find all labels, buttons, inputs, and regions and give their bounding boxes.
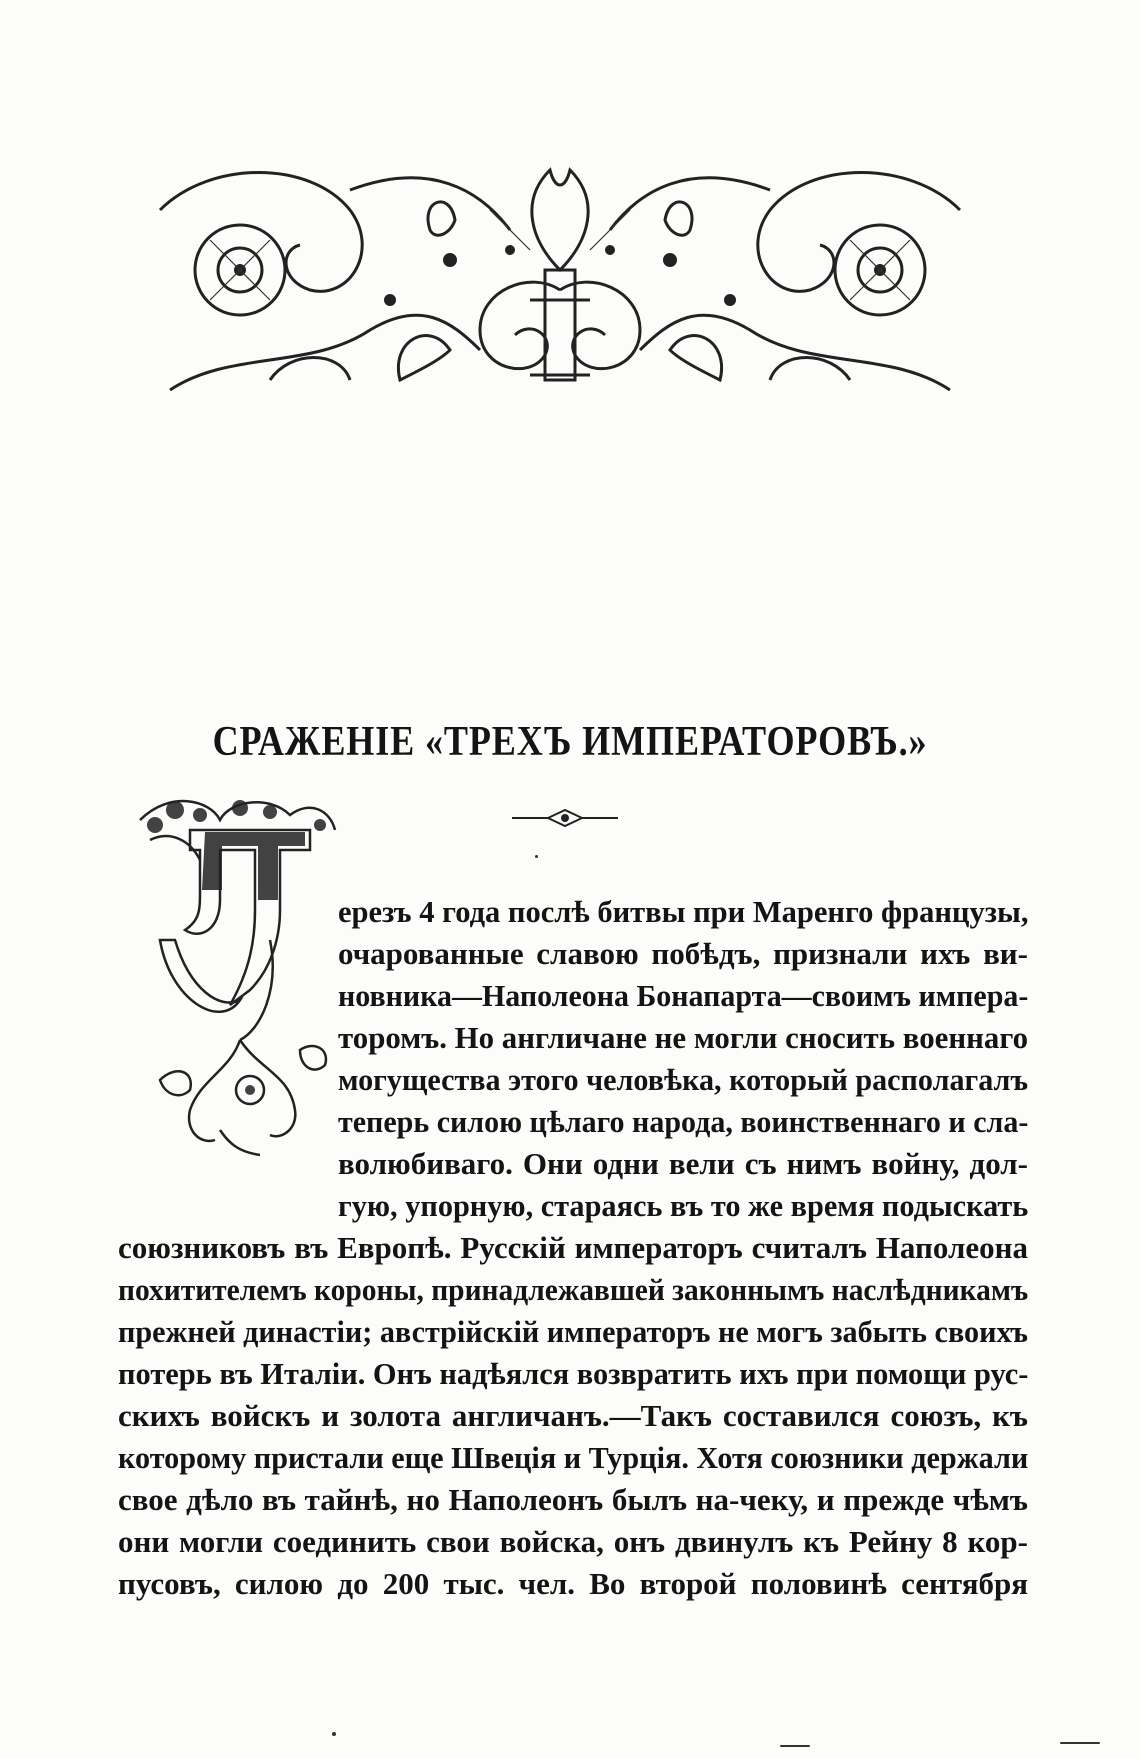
text-line: пусовъ, силою до 200 тыс. чел. Во второй половинѣ сентября [118, 1566, 1028, 1601]
print-speck [332, 1732, 336, 1736]
text-line: прежней династіи; австрійскій императоръ не могъ забыть своихъ [118, 1314, 1029, 1349]
text-line: волюбиваго. Они одни вели съ нимъ войну, дол- [338, 1146, 1028, 1181]
text-line: свое дѣло въ тайнѣ, но Наполеонъ былъ на-чеку, и прежде чѣмъ [118, 1482, 1028, 1517]
print-speck [535, 855, 538, 858]
print-speck [780, 1745, 810, 1747]
text-line: теперь силою цѣлаго народа, воинственнаго и сла- [338, 1104, 1029, 1139]
text-line: ерезъ 4 года послѣ битвы при Маренго французы, [338, 894, 1029, 929]
text-line: они могли соединить свои войска, онъ двинулъ къ Рейну 8 кор- [118, 1524, 1028, 1559]
text-line: похитителемъ короны, принадлежавшей законнымъ наслѣдникамъ [118, 1272, 1029, 1307]
text-line: союзниковъ въ Европѣ. Русскій императоръ считалъ Наполеона [118, 1230, 1028, 1265]
ornamental-headpiece [150, 150, 970, 410]
text-line: новника—Наполеона Бонапарта—своимъ импера- [338, 978, 1029, 1013]
text-line: скихъ войскъ и золота англичанъ.—Такъ составился союзъ, къ [118, 1398, 1028, 1433]
text-line: потерь въ Италіи. Онъ надѣялся возвратить ихъ при помощи рус- [118, 1356, 1029, 1391]
title-ornament-rule [510, 806, 620, 830]
text-line: очарованные славою побѣдъ, признали ихъ ви- [338, 936, 1028, 971]
decorated-initial [130, 790, 340, 1160]
chapter-title: СРАЖЕНІЕ «ТРЕХЪ ИМПЕРАТОРОВЪ.» [212, 719, 928, 765]
text-line: которому пристали еще Швеція и Турція. Хотя союзники держали [118, 1440, 1029, 1475]
text-line: торомъ. Но англичане не могли сносить военнаго [338, 1020, 1029, 1055]
text-line: гую, упорную, стараясь въ то же время подыскать [338, 1188, 1029, 1223]
print-speck [1060, 1742, 1100, 1744]
text-line: могущества этого человѣка, который располагалъ [338, 1062, 1029, 1097]
initial-ornament-icon [130, 790, 340, 1160]
